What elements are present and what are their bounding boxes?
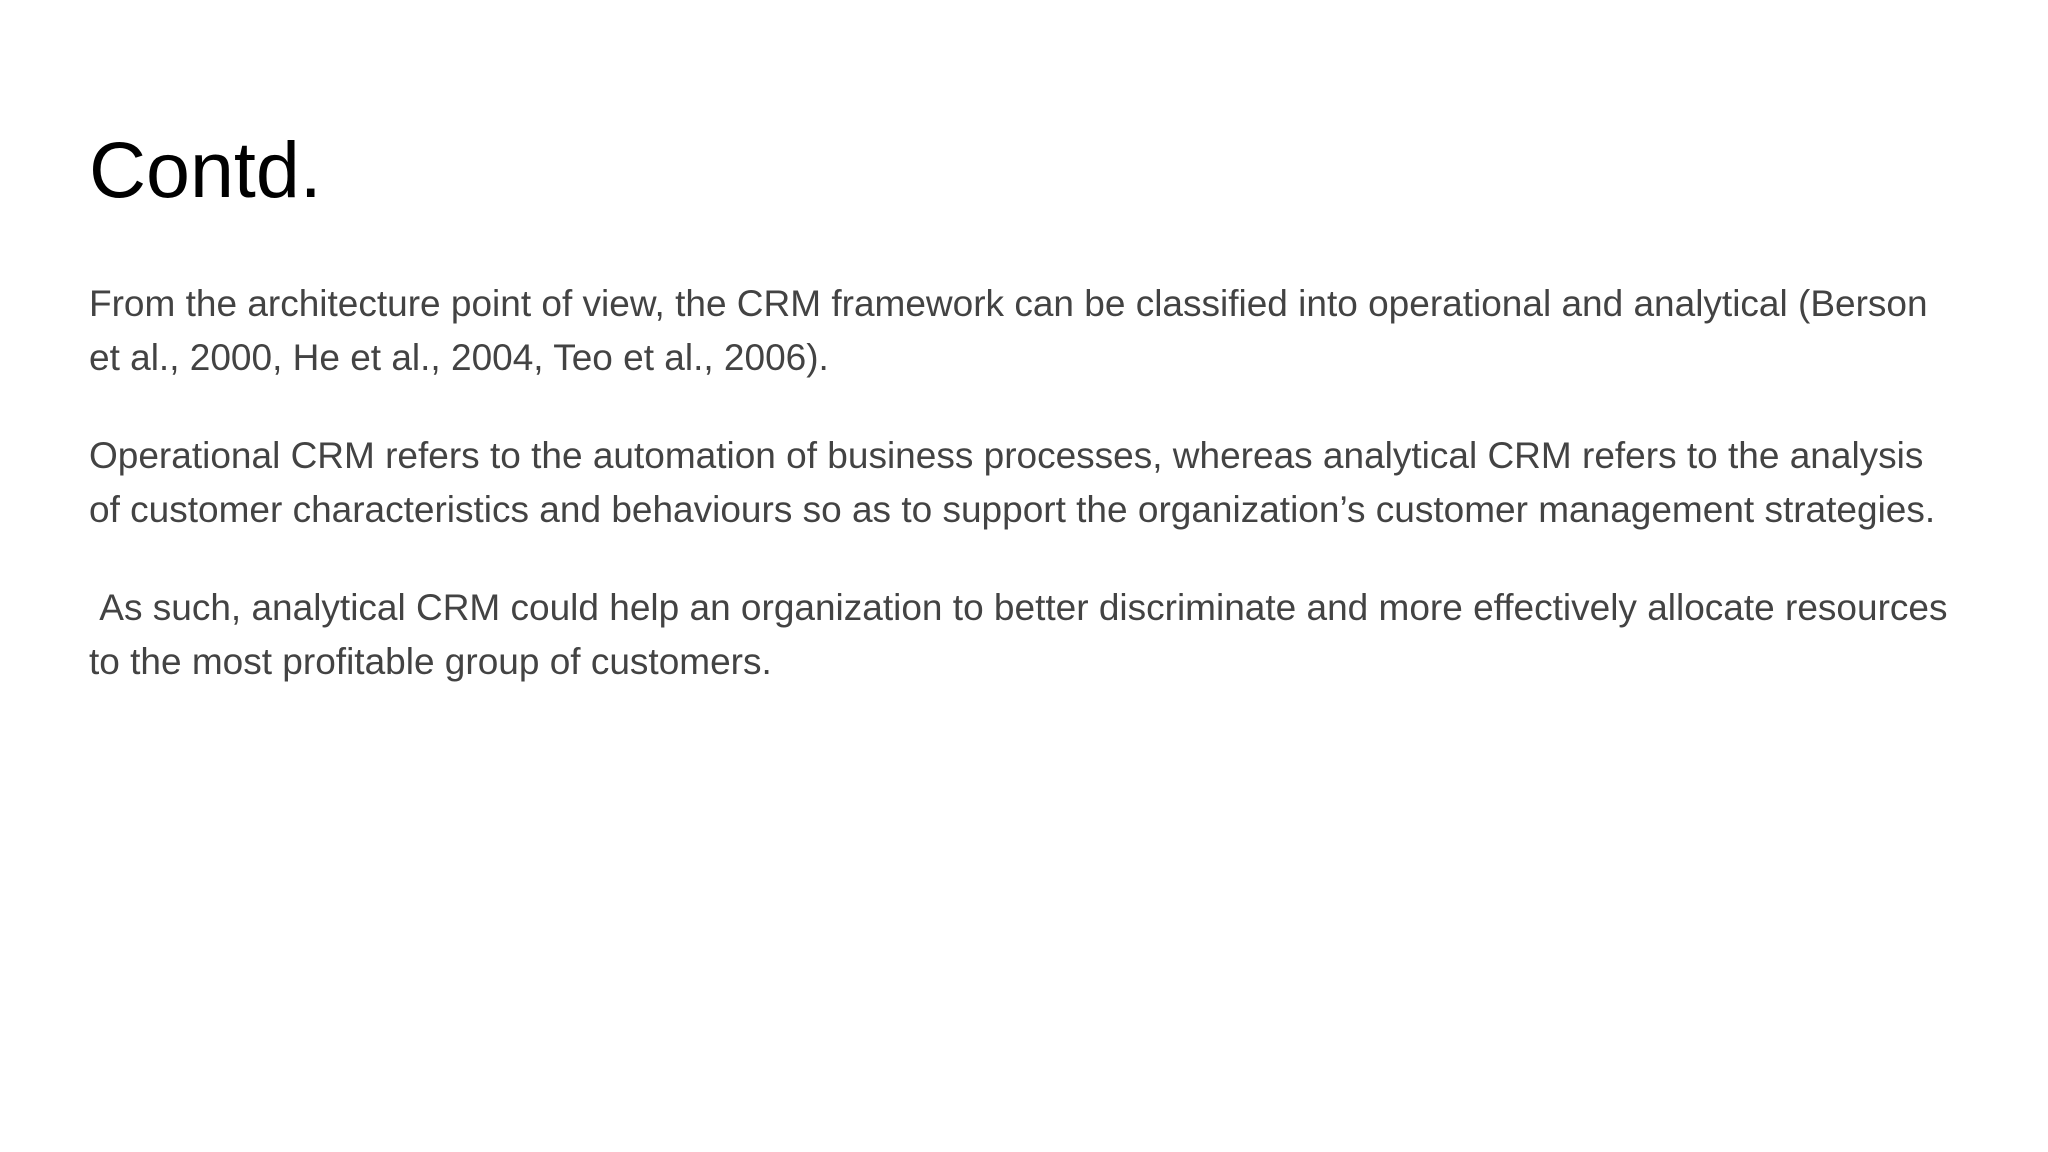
body-paragraph-1: From the architecture point of view, the CRM framework can be classified into operational and analytical (Berson et al., 2000, He et al., 2004, Teo et al., 2006). [89,283,1938,378]
slide-title: Contd. [89,125,322,214]
slide-body [89,277,1958,733]
body-paragraph-3: As such, analytical CRM could help an organization to better discriminate and more effectively allocate resources to the most profitable group of customers. [89,587,1958,682]
body-paragraph-2: Operational CRM refers to the automation of business processes, whereas analytical CRM refers to the analysis of customer characteristics and behaviours so as to support the organization’s customer management strategies. [89,435,1936,530]
